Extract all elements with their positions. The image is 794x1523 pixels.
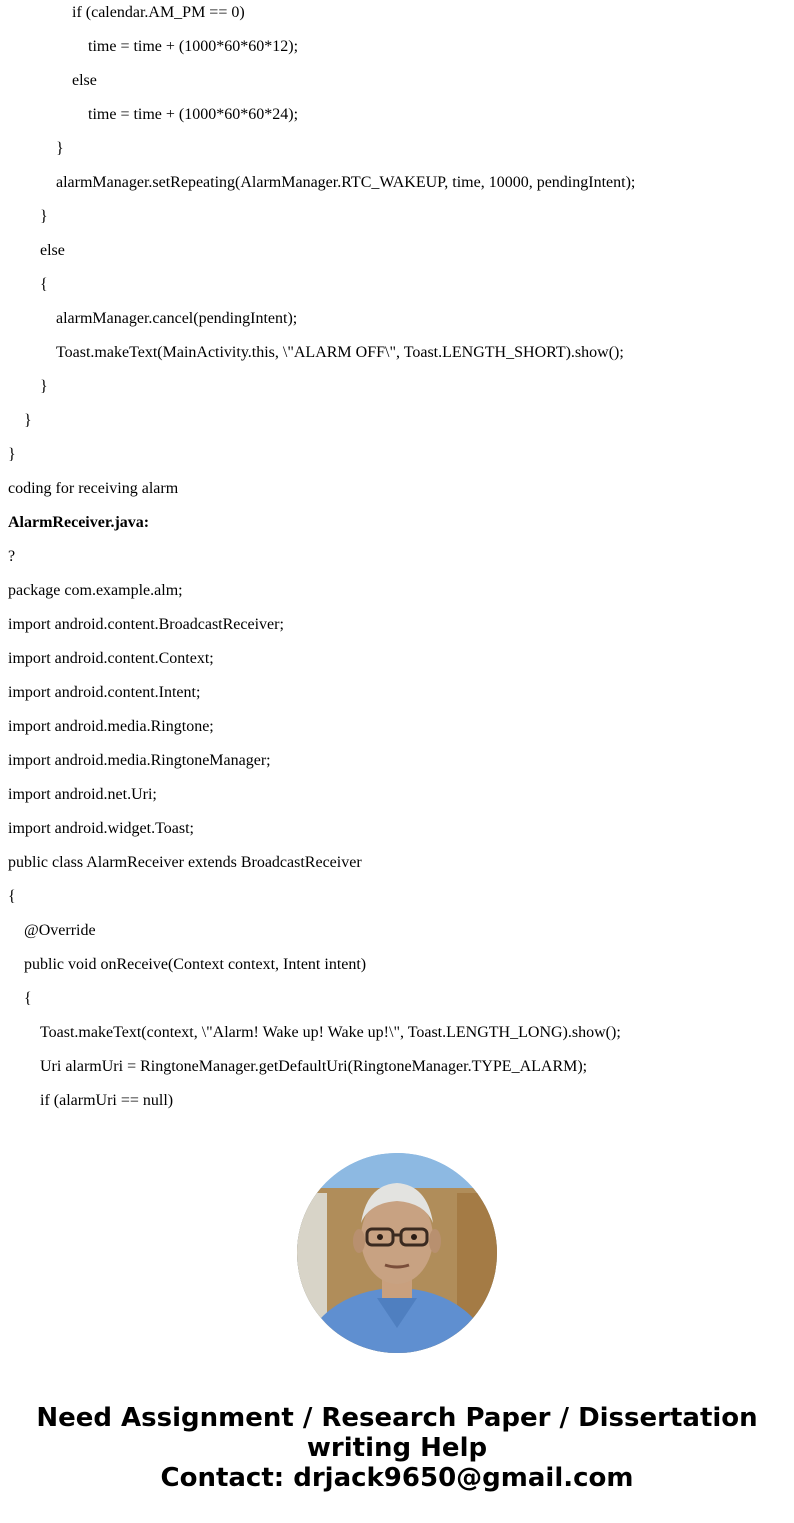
code-line: import android.net.Uri; [8, 786, 157, 803]
code-line: } [8, 446, 16, 463]
code-line: } [40, 208, 48, 225]
code-line: Toast.makeText(context, \"Alarm! Wake up! Wake up!\", Toast.LENGTH_LONG).show(); [40, 1024, 621, 1041]
author-avatar [297, 1153, 497, 1353]
code-line: alarmManager.setRepeating(AlarmManager.RTC_WAKEUP, time, 10000, pendingIntent); [56, 174, 636, 191]
author-portrait-image [297, 1153, 497, 1353]
code-line: { [8, 888, 16, 905]
code-line: public class AlarmReceiver extends BroadcastReceiver [8, 854, 362, 871]
code-line: else [72, 72, 97, 89]
code-line: } [24, 412, 32, 429]
footer-line-1: Need Assignment / Research Paper / Dissertation [36, 1403, 758, 1433]
code-line: import android.content.Context; [8, 650, 214, 667]
code-line: import android.content.Intent; [8, 684, 201, 701]
code-line: else [40, 242, 65, 259]
code-line: Uri alarmUri = RingtoneManager.getDefaultUri(RingtoneManager.TYPE_ALARM); [40, 1058, 588, 1075]
code-line: @Override [24, 922, 96, 939]
footer-line-2: writing Help [306, 1433, 488, 1463]
code-line: import android.media.Ringtone; [8, 718, 214, 735]
code-line: alarmManager.cancel(pendingIntent); [56, 310, 298, 327]
code-line: { [40, 276, 48, 293]
code-line: time = time + (1000*60*60*24); [88, 106, 299, 123]
code-line: if (alarmUri == null) [40, 1092, 174, 1109]
code-line: import android.content.BroadcastReceiver; [8, 616, 284, 633]
code-line: import android.media.RingtoneManager; [8, 752, 271, 769]
code-line: } [56, 140, 64, 157]
code-line: } [40, 378, 48, 395]
code-line: { [24, 990, 32, 1007]
code-line: public void onReceive(Context context, Intent intent) [24, 956, 367, 973]
code-line: coding for receiving alarm [8, 480, 179, 497]
code-line: package com.example.alm; [8, 582, 183, 599]
code-line: ? [8, 548, 16, 565]
code-line: Toast.makeText(MainActivity.this, \"ALARM OFF\", Toast.LENGTH_SHORT).show(); [56, 344, 624, 361]
footer-contact [0, 1403, 794, 1493]
code-line: import android.widget.Toast; [8, 820, 194, 837]
code-line: AlarmReceiver.java: [8, 514, 150, 531]
code-line: if (calendar.AM_PM == 0) [72, 4, 245, 21]
code-line: time = time + (1000*60*60*12); [88, 38, 299, 55]
footer-contact-line: Contact: drjack9650@gmail.com [160, 1463, 634, 1493]
